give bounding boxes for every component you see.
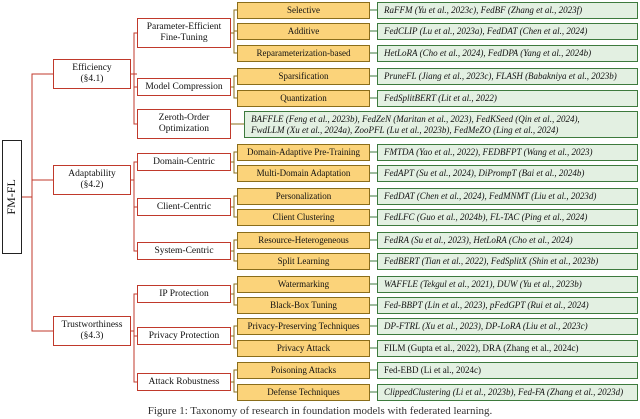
category-adaptability xyxy=(53,165,131,195)
subcategory-label-line2: Optimization xyxy=(158,124,210,134)
works-leaf xyxy=(377,165,638,182)
works-text: FedDAT (Chen et al., 2024), FedMNMT (Liu et al., 2023d) xyxy=(384,191,597,202)
works-leaf xyxy=(377,68,638,85)
category-section: (§4.2) xyxy=(80,180,104,190)
works-text: BAFFLE (Feng et al., 2023b), FedZeN (Maritan et al., 2023), FedKSeed (Qin et al., 2024), xyxy=(251,114,580,125)
works-text: PruneFL (Jiang et al., 2023c), FLASH (Babakniya et al., 2023b) xyxy=(384,71,617,82)
method-node xyxy=(237,209,370,226)
method-label: Reparameterization-based xyxy=(256,48,351,59)
works-text: WAFFLE (Tekgul et al., 2021), DUW (Yu et al., 2023b) xyxy=(384,279,582,290)
works-leaf xyxy=(377,297,638,314)
subcategory-zeroth-order xyxy=(137,109,231,139)
works-leaf xyxy=(377,232,638,249)
works-text-line2: FwdLLM (Xu et al., 2024a), ZooPFL (Lu et al., 2023b), FedMeZO (Ling et al., 2024) xyxy=(251,124,559,135)
subcategory-privacy-protection xyxy=(137,327,231,345)
subcategory-ip-protection xyxy=(137,285,231,303)
method-label: Personalization xyxy=(275,191,332,202)
category-trustworthiness xyxy=(53,316,131,346)
works-text: FedRA (Su et al., 2023), HetLoRA (Cho et al., 2024) xyxy=(384,235,573,246)
subcategory-label: IP Protection xyxy=(159,288,209,299)
works-leaf xyxy=(377,276,638,293)
works-leaf xyxy=(377,340,638,357)
subcategory-model-compression xyxy=(137,78,231,96)
method-label: Selective xyxy=(287,5,320,16)
method-label: Black-Box Tuning xyxy=(270,300,337,311)
method-label: Privacy-Preserving Techniques xyxy=(247,321,360,332)
works-text: Fed-EBD (Li et al., 2024c) xyxy=(384,365,481,376)
works-text: FedCLIP (Lu et al., 2023a), FedDAT (Chen et al., 2024) xyxy=(384,26,588,37)
subcategory-label: Attack Robustness xyxy=(148,376,220,387)
subcategory-label: Client-Centric xyxy=(156,201,212,212)
method-node xyxy=(237,297,370,314)
method-node xyxy=(237,318,370,335)
subcategory-system-centric xyxy=(137,242,231,260)
works-leaf xyxy=(377,23,638,40)
root-label: FM-FL xyxy=(4,179,19,215)
method-label: Domain-Adaptive Pre-Training xyxy=(247,147,360,158)
figure-caption: Figure 1: Taxonomy of research in foundation models with federated learning. xyxy=(147,405,493,417)
works-text: FMTDA (Yao et al., 2022), FEDBFPT (Wang et al., 2023) xyxy=(384,147,593,158)
method-node xyxy=(237,2,370,19)
method-node xyxy=(237,68,370,85)
subcategory-label: Parameter-Efficient xyxy=(146,22,222,33)
works-text: RaFFM (Yu et al., 2023c), FedBF (Zhang et al., 2023f) xyxy=(384,5,583,16)
works-text: Fed-BBPT (Lin et al., 2023), pFedGPT (Rui et al., 2024) xyxy=(384,300,589,311)
subcategory-label: Zeroth-Order xyxy=(158,113,210,124)
method-label: Split Learning xyxy=(277,256,330,267)
works-leaf xyxy=(377,144,638,161)
method-node xyxy=(237,45,370,62)
works-leaf xyxy=(377,209,638,226)
works-leaf xyxy=(377,90,638,107)
method-node xyxy=(237,90,370,107)
subcategory-client-centric xyxy=(137,198,231,216)
method-node xyxy=(237,144,370,161)
root-node xyxy=(2,140,22,254)
works-leaf xyxy=(377,253,638,270)
subcategory-domain-centric xyxy=(137,153,231,171)
method-node xyxy=(237,276,370,293)
subcategory-label: System-Centric xyxy=(154,245,214,256)
method-label: Poisoning Attacks xyxy=(270,365,337,376)
method-node xyxy=(237,362,370,379)
method-label: Sparsification xyxy=(278,71,329,82)
category-section: (§4.1) xyxy=(80,74,104,84)
subcategory-peft xyxy=(137,18,231,48)
works-leaf xyxy=(244,111,638,138)
works-leaf xyxy=(377,45,638,62)
works-leaf xyxy=(377,384,638,401)
works-text: FILM (Gupta et al., 2022), DRA (Zhang et al., 2024c) xyxy=(384,343,579,354)
method-label: Resource-Heterogeneous xyxy=(258,235,349,246)
works-text: FedLFC (Guo et al., 2024b), FL-TAC (Ping et al., 2024) xyxy=(384,212,588,223)
method-node xyxy=(237,232,370,249)
subcategory-attack-robustness xyxy=(137,373,231,391)
works-leaf xyxy=(377,188,638,205)
works-leaf xyxy=(377,362,638,379)
method-node xyxy=(237,384,370,401)
method-label: Additive xyxy=(287,26,320,37)
method-node xyxy=(237,188,370,205)
works-text: FedAPT (Su et al., 2024), DiPrompT (Bai et al., 2024b) xyxy=(384,168,585,179)
subcategory-label: Domain-Centric xyxy=(153,156,215,167)
category-label: Efficiency xyxy=(72,63,112,74)
method-label: Quantization xyxy=(280,93,327,104)
method-label: Client Clustering xyxy=(272,212,335,223)
method-node xyxy=(237,165,370,182)
method-node xyxy=(237,23,370,40)
works-text: FedSplitBERT (Lit et al., 2022) xyxy=(384,93,497,104)
works-leaf xyxy=(377,318,638,335)
works-text: ClippedClustering (Li et al., 2023b), Fed-FA (Zhang et al., 2023d) xyxy=(384,387,624,398)
method-node xyxy=(237,340,370,357)
category-label: Trustworthiness xyxy=(61,320,123,331)
works-leaf xyxy=(377,2,638,19)
subcategory-label: Privacy Protection xyxy=(148,330,220,341)
category-section: (§4.3) xyxy=(80,331,104,341)
method-node xyxy=(237,253,370,270)
works-text: DP-FTRL (Xu et al., 2023), DP-LoRA (Liu et al., 2023c) xyxy=(384,321,588,332)
method-label: Defense Techniques xyxy=(267,387,340,398)
category-efficiency xyxy=(53,59,131,89)
subcategory-label-line2: Fine-Tuning xyxy=(160,33,208,43)
method-label: Privacy Attack xyxy=(276,343,331,354)
method-label: Multi-Domain Adaptation xyxy=(256,168,351,179)
category-label: Adaptability xyxy=(68,169,116,180)
method-label: Watermarking xyxy=(277,279,330,290)
works-text: FedBERT (Tian et al., 2022), FedSplitX (Shin et al., 2023b) xyxy=(384,256,599,267)
subcategory-label: Model Compression xyxy=(145,81,223,92)
works-text: HetLoRA (Cho et al., 2024), FedDPA (Yang et al., 2024b) xyxy=(384,48,592,59)
